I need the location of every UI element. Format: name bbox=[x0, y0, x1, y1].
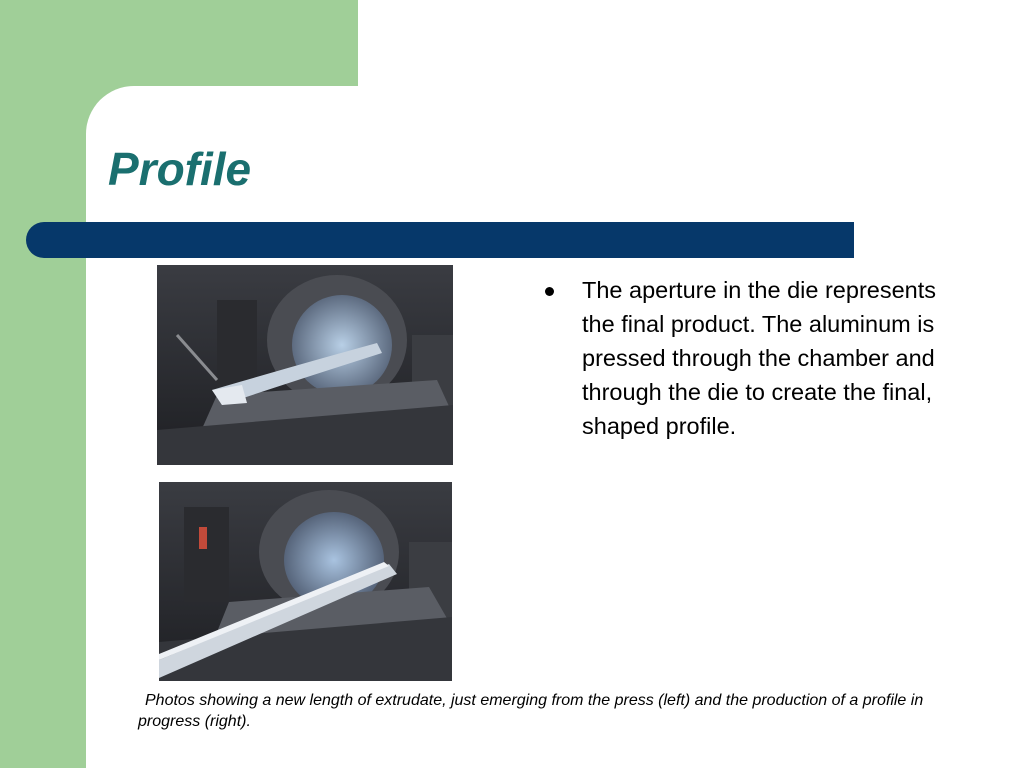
bullet-list bbox=[545, 273, 965, 443]
bullet-text: The aperture in the die represents the final product. The aluminum is pressed through the chamber and through the die to create the final, shaped profile. bbox=[582, 277, 937, 439]
top-white-region bbox=[358, 0, 1024, 86]
slide-title: Profile bbox=[108, 143, 252, 195]
bullet-dot-icon bbox=[545, 287, 554, 296]
bullet-item bbox=[545, 273, 965, 443]
extrusion-photo-in-progress bbox=[159, 482, 452, 681]
photo-caption: Photos showing a new length of extrudate, just emerging from the press (left) and the production of a profile in progress (right). bbox=[138, 692, 924, 730]
title-underline-bar bbox=[26, 222, 854, 258]
extrusion-photo-emerging bbox=[157, 265, 453, 465]
